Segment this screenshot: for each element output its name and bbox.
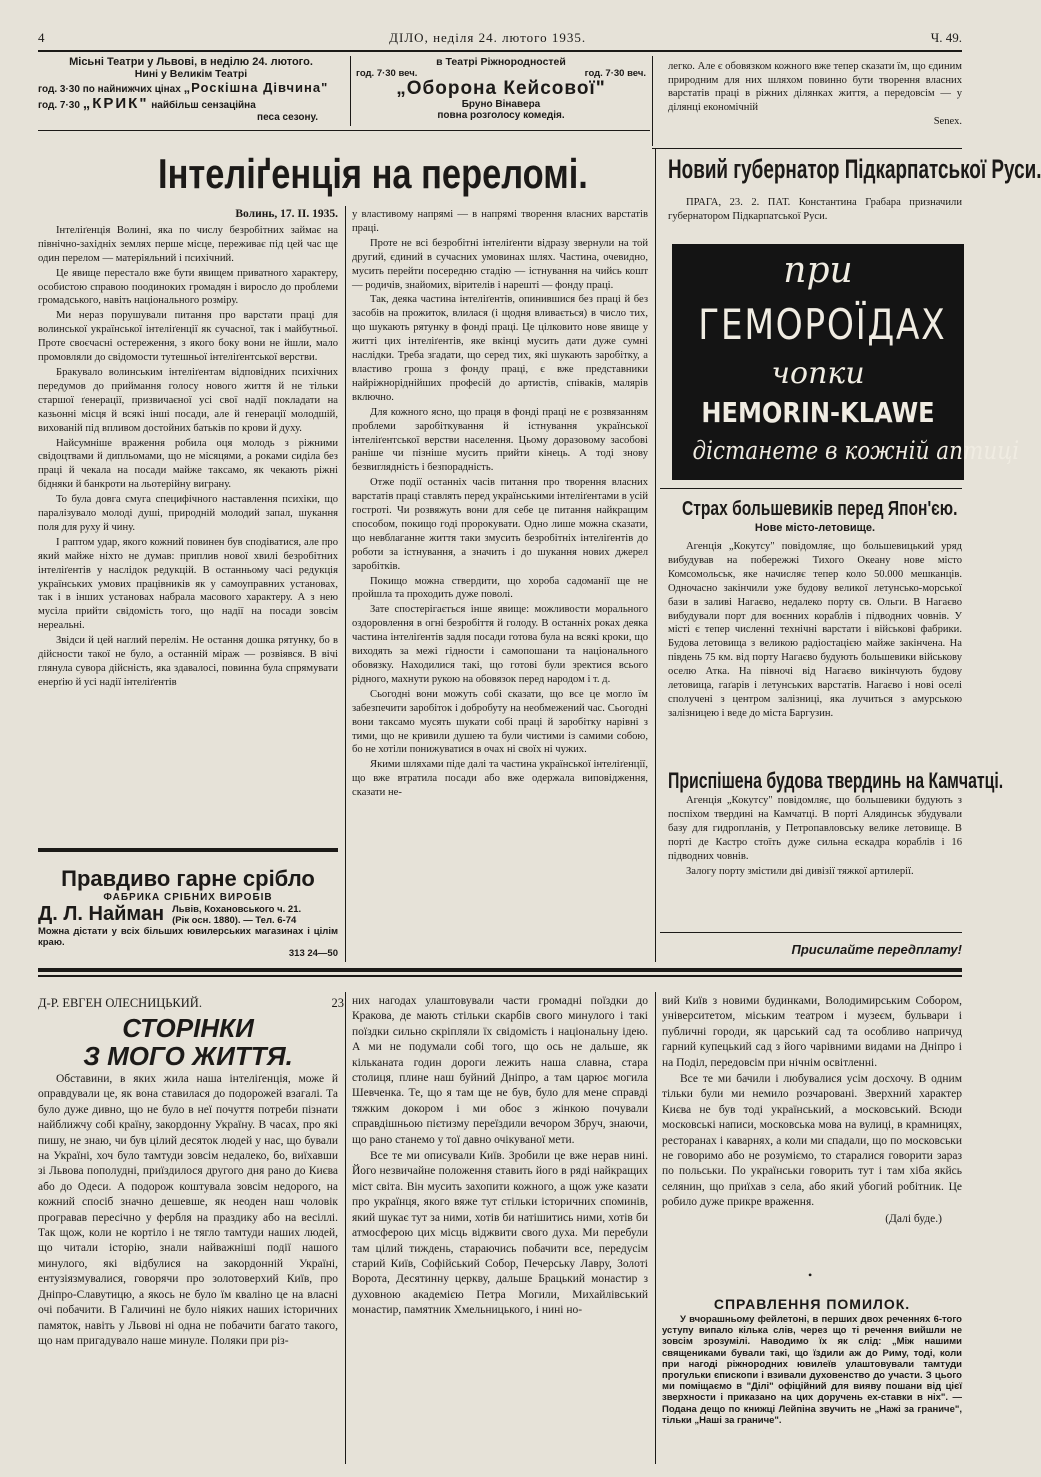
- section-rule: [660, 932, 962, 933]
- column-divider: [655, 992, 656, 1464]
- article-paragraph: Проте не всі безробітні інтеліґенти відразу звернули на той другий, єдиний в сучасних умовинах шлях. Частина, очевидно, мусить перейти посередню стадію — істнування на чийсь кошт — родичів, знайомих, вірителів і нарешті — фонду праці.: [352, 237, 648, 291]
- theater-venue: в Театрі Ріжнородностей: [436, 56, 566, 68]
- theater-ad-middle: [356, 56, 646, 126]
- governor-article: [668, 196, 962, 226]
- feuilleton-paragraph: вий Київ з новими будинками, Володимирським Собором, університетом, міським театром і музеєм, бульвари і публичні городи, як царський сад та особливо напричуд гарний купецький сад з його чарівними видами на Дніпро і на Поділ, передовсім при нічнім освітленні.: [662, 995, 962, 1069]
- show-time: год. 7·30 веч.: [584, 68, 646, 79]
- ad-rule: [38, 848, 338, 852]
- silver-ad-subtitle: ФАБРИКА СРІБНИХ ВИРОБІВ: [103, 892, 273, 903]
- section-rule: [660, 488, 962, 489]
- section-rule: [652, 148, 962, 149]
- header-rule: [38, 50, 962, 52]
- theater-ad-note: повна розголосу комедія.: [437, 110, 565, 121]
- corrections-paragraph: У вчорашньому фейлетоні, в перших двох реченнях 6-того уступу випало кілька слів, через що ті речення вийшли не зовсім зрозумілі. Наводимо їх як слід: „Між нашими священиками бували такі, що їздили аж до Риму, тоді, коли при нагоді ріжнородних ювилеїв улаштовували тамтуди прогульки єпископи і взивали духовенство до участи. З цього ми поміщаємо в "Ділі" офіційний для вияву пошани від цієї зверхности і приказано на цих доручень ех-ставки в ніх". — Подана дещо по книжці Лейпіна звучить не „Нажі за граничe", тільки „Наші за граничe".: [662, 1314, 962, 1426]
- japan-subtitle: Нове місто-летовище.: [754, 522, 876, 534]
- main-article-col1: [38, 208, 338, 844]
- play-title: „Оборона Кейсової": [396, 78, 606, 99]
- article-paragraph: Якими шляхами піде далі та частина української інтеліґенції, що вже втратила посади або вже одержала виповідження, сказати не-: [352, 759, 648, 799]
- article-text: Залогу порту змістили дві дивізії тяжкої артилерії.: [686, 865, 914, 877]
- article-paragraph: То була довга смуга специфічного наставлення психіки, що паралізувало молоді душі, природній молодий запал, шукання поля для руху й чину.: [38, 494, 338, 533]
- silver-ad: [38, 866, 338, 966]
- article-paragraph: Інтеліґенція Волині, яка по числу безробітних займає на північно-західніх землях перше місце, переживає під цей час ще один перелом — матеріяльний і психічний.: [38, 224, 338, 264]
- to-be-continued: (Далі буде.): [885, 1212, 942, 1225]
- theater-ad-note: по найнижчих цінах: [82, 84, 181, 95]
- feuilleton-paragraph: Обставини, в яких жила наша інтеліґенція, може й оправдували це, як вона ставилася до подорожей взагалі. Та було дуже дивно, що не було в неї почуття потреби пізнати найближчу собі країну, закордонну Україну. В часах, про які пишу, не знаю, чи був цілий десяток людей у нас, що бували на Україні, хоч було тамтуди зовсім недалеко, бо, виїхавши зі Львова пополудні, приїздилося другого дня рано до Києва або до Одеси. А подорож коштувала зовсім недорого, на кожний спосіб значно дешевше, як неоден наш чоловік програвав пересічно у фербля на праздику або на весіллі. Так щож, коли не кортіло і не тягло тамтуди наших людей, що читали історію, знали найважніші події нашого минулого, які відбулися на закордонній Україні, ентузіязмувалися, говорячи про золотоверхий Київ, про Дніпро-Славутицю, а якось не було їм кваліно це на власні очі побачити. В Галичині не було ніяких наших історичних памяток, навіть у Львові ні одна не побачити багато такого, що нам пригадувало наше минуле. Поляки при різ-: [38, 1073, 338, 1347]
- hemorin-ad-line: при: [783, 250, 853, 291]
- show-time: год. 7·30 веч.: [356, 68, 418, 79]
- feuilleton-col1: [38, 1072, 338, 1464]
- feuilleton-col3: [662, 994, 962, 1258]
- hemorin-ad: [672, 244, 1020, 480]
- main-headline: Інтеліґенція на переломі.: [158, 150, 588, 197]
- article-continuation: [668, 60, 962, 144]
- hemorin-ad-line: ГЕМОРОЇДАХ: [698, 300, 947, 349]
- silver-ad-note: Можна дістати у всіх більших ювилерських магазинах і цілім краю.: [38, 926, 338, 948]
- theater-ad-note: песа сезону.: [257, 112, 318, 123]
- silver-ad-company: Д. Л. Найман: [38, 903, 165, 925]
- silver-ad-address: (Рік осн. 1880). — Тел. 6-74: [172, 914, 297, 926]
- feuilleton-title-line: СТОРІНКИ: [122, 1013, 254, 1043]
- feuilleton-title: [38, 1014, 338, 1070]
- main-article-col2: [352, 208, 648, 960]
- theater-ad-line: Місьні Театри у Львові, в неділю 24. лютого.: [69, 56, 313, 68]
- section-rule: [38, 130, 650, 131]
- column-divider: [350, 56, 351, 126]
- theater-ad-left: [38, 56, 344, 122]
- article-paragraph: Сьогодні вони можуть собі сказати, що все це могло їм забезпечити заробіток і добробуту на необмежений час. Сьогодні вони такcамо мусять шукати собі праці й заробітку нарівні з тими, що не кривили душею та були чистими із самими собою, бо не хотіли понижуватися в очах ні своїх ні чужих.: [352, 688, 648, 756]
- subscribe-notice: Присилайте передплату!: [791, 942, 962, 957]
- article-text: легко. Але є обовязком кожного вже тепер сказати їм, що єдиним природним для них шляхом повинно бути творення власних варстатів праці в ріжних ділянках життя, а передовсім — у ділянці економічній: [668, 61, 962, 113]
- play-title: „КРИК": [82, 95, 149, 112]
- column-divider: [652, 56, 653, 146]
- column-divider: [345, 206, 346, 962]
- article-paragraph: Бракувало волинським інтеліґентам відповідних психічних передумов до приймання голосу нового життя й не тільки старшої ґенерації, призвичаєної усі свої надії покладати на казьонні місця й всякі інші посади, але й генерації молодшій, вихованій під впливом достойних батьків по крови й духу.: [38, 366, 338, 434]
- theater-ad-line: Нині у Великім Театрі: [134, 68, 248, 80]
- governor-headline: Новий губернатор Підкарпатської Руси.: [668, 154, 1041, 184]
- feuilleton-paragraph: Все те ми бачили і любувалися усім досхочу. В одним тільки були ми немило розчаровані. Зверхний характер Києва не був тоді український, а московський. Всюди московські написи, московська мова на вулиці, в крамницях, ресторанах і каварнях, а коли ми спадали, що по московськи не говоримо або не розуміємо, то старалися говорити зараз по польськи. По українськи говорить тут і там хіба якйсь селянин, що приїхав з села, або який убогий робітник. Це робило дуже прикре враження.: [662, 1073, 962, 1209]
- article-paragraph: Так, деяка частина інтеліґентів, опинившися без праці й без засобів на прожиток, влилася (і щодня вливається) в число тих, що шукають рятунку в фонді праці. Це цілковито нове явище у житті цих інтеліґентів, яке вкінці мусить дати дуже сумні наслідки. Треба згадати, що серед тих, які шукають заробітку, а властиво гроша з фонду праці, є вже представники найріжноріднійших професій до артистів, співаків, малярів включно.: [352, 294, 648, 403]
- feuilleton-col2: [352, 994, 648, 1464]
- masthead: ДІЛО, неділя 24. лютого 1935.: [389, 30, 587, 45]
- japan-headline: Страх большевиків перед Япон'єю.: [682, 498, 958, 520]
- article-text: ПРАГА, 23. 2. ПАТ. Константина Грабара призначили губернатором Підкарпатської Руси.: [668, 197, 962, 222]
- feuilleton-author: Д-Р. ЕВГЕН ОЛЕСНИЦЬКИЙ.: [38, 996, 202, 1010]
- article-paragraph: Зате спостерігається інше явище: можливости морального оздоровлення в огні безробіття й голоду. В останніх роках деяка частина інтеліґентів задля посади готова була на всякі кроки, що виходять за межі гідности і самопошани та національного обовязку. Находилися такі, що готові були зректися всього рідного, махнути рукою на обовязок перед народом і т. д.: [352, 604, 648, 685]
- play-title: „Роскішна Дівчина": [183, 80, 329, 95]
- theater-ad-note: найбільш сензаційна: [151, 100, 256, 111]
- kamchatka-article: [668, 794, 962, 926]
- show-time: год. 7·30: [38, 100, 80, 111]
- japan-article: [668, 540, 962, 766]
- play-author: Бруно Вінавера: [461, 99, 541, 110]
- article-text: Агенція „Кокутсу" повідомляє, що большевицький уряд вибудував на побережжі Тихого Океану нове місто Комсомольськ, яке начисляє тепер коло 50.000 мешканців. Одночасно закінчили уже будову великої летунсько-морської бази в заливі Нагаєво, недалеко порту св. Ольги. В Нагаєво вибудували порт для воєнних кораблів і підводних човнів. У місті є тепер численні технічні варстати і військові фабрики. Будова летовища з великою радіостацією майже закінчена. На південь 75 км. від порту Нагаєво будують большевики військову оселю Атка. На півночі від Нагаєво викінчують будову летовища, гаґарів і летунських варстатів. Нагаєво і нові оселі сполучені з центром залізниці, яка лучиться з амурською залізницею і веде до міста Баргузин.: [668, 541, 962, 719]
- article-paragraph: у властивому напрямі — в напрямі творення власних варстатів праці.: [352, 209, 648, 234]
- page-header: [38, 28, 962, 48]
- page-number: 4: [38, 30, 45, 45]
- column-divider: [655, 148, 656, 962]
- feuilleton-title-line: З МОГО ЖИТТЯ.: [83, 1041, 293, 1071]
- silver-ad-code: 313 24—50: [288, 948, 338, 959]
- show-time: год. 3·30: [38, 84, 80, 95]
- issue-number: Ч. 49.: [930, 30, 962, 45]
- hemorin-ad-line: чопки: [771, 356, 865, 391]
- feuilleton-number: 23: [331, 996, 344, 1010]
- feuilleton-byline: [38, 996, 344, 1012]
- kamchatka-headline: Приспішена будова твердинь на Камчатці.: [668, 768, 1004, 793]
- article-signature: Senex.: [933, 116, 962, 127]
- feuilleton-rule: [38, 975, 962, 977]
- article-paragraph: Ми нераз порушували питання про варстати праці для волинської української інтеліґенції як сучасної, так і майбутньої. Проте своєчасні остереження, з якого боку вони не йшли, мало промовляли до свідомости тутешньої інтеліґентської верстви.: [38, 310, 338, 364]
- corrections-text: [662, 1314, 962, 1464]
- corrections-title: СПРАВЛЕННЯ ПОМИЛОК.: [713, 1296, 911, 1312]
- article-paragraph: Найсумніше враження робила оця молодь з ріжними свідоцтвами й дипльомами, що не місяцями, а роками сиділа без праці й чекала на посади майже такcамо, як чекають ріжні бідняки й банкроти на льотерійну виграну.: [38, 437, 338, 491]
- feuilleton-rule: [38, 968, 962, 972]
- article-paragraph: Це явище перестало вже бути явищем приватного характеру, особистою справою поодиноких громадян і виросло до проблеми громадського, навіть національного розміру.: [38, 267, 338, 307]
- hemorin-ad-line: дістанете в кожній аптиці: [692, 436, 1020, 465]
- article-paragraph: Звідси й цей наглий перелім. Не остання дошка рятунку, бо в дійсности такої не було, а останній міраж — розвіявся. В вічі глянула сувора дійсність, яка здавалосі, повинна була спрямувати енерґію й усі надії інтеліґентів: [38, 635, 338, 688]
- article-paragraph: Покищо можна ствердити, що хороба садоманії ще не пройшла та проходить дуже поволі.: [352, 575, 648, 601]
- article-paragraph: Для кожного ясно, що праця в фонді праці не є розвязанням проблеми заробіткування й істнування української інтеліґентської верстви населення. Цьому доразовому засобові раніше чи пізніше мусить прийти кінець. А тоді знову безвиглядність і безпорадність.: [352, 406, 648, 474]
- separator-star: •: [808, 1268, 813, 1282]
- feuilleton-paragraph: Все те ми описували Київ. Зробили це вже нерав нині. Його незвичайне положення ставить його в ряді найкращих міст світа. Він мусить захопити кожного, а щож уже казати про українця, якого вяже тут стільки історичних споминів, який шукає тут за ними, хотів би натішитись ними, хотів би атмосферою цих місць віджвити свого духа. Ми перебули там цілий тиждень, стараючись побачити все, передусім старий Київ, Софійський Собор, Печерську Лавру, Золоті Ворота, Десятинну церкву, дальше Брацький монастир з духовною академією Петра Могили, Михайлівський монастир, памятник Хмельницького, і нині но-: [352, 1150, 648, 1317]
- column-divider: [345, 992, 346, 1464]
- article-paragraph: І раптом удар, якого кожний повинен був сподіватися, але про який майже ніхто не думав: приплив нової хвилі безробітних інтеліґентів у наслідок редукцій. В останньому часі редукція українських умових працівників як у самоуправних установах, так і в інших установах набрала масового характеру. А з нею мусіла прийти свідомість того, що надії на посади зовсім нереальні.: [38, 536, 338, 632]
- hemorin-ad-line: HEMORIN-KLAWE: [701, 396, 935, 429]
- article-paragraph: Отже події останніх часів питання про творення власних варстатів праці ставлять перед українськими інтеліґентами в усій гостроті. Чи розвяжуть вони для себе це питання найкращим способом, покищо годі пророкувати. Одно лише можна сказати, що невблаганне життя таки змусить безробітніх інтеліґентів до роботи за істнування, а значить і до шукання нових джерел заробітків.: [352, 477, 648, 572]
- article-text: Агенція „Кокутсу" повідомляє, що большевики будують з поспіхом твердині на Камчатці. В порті Алядинськ збудували базу для гидропланів, у Петропавловську велике летовище. В порті де Кастро стоїть дуже сильна ескадра кораблів і 16 підводних човнів.: [668, 795, 962, 862]
- silver-ad-address: Львів, Кохановського ч. 21.: [172, 903, 302, 915]
- silver-ad-title: Правдиво гарне срібло: [61, 866, 315, 891]
- feuilleton-paragraph: них нагодах улаштовували части громадні поїздки до Кракова, де мають стільки скарбів свого минулого і такі поїздки сильно скріпляли їх свідомість і національну ідею. А ми не подумали собі того, що ось не дальше, як кільканата годин дороги лежить наша славна, стара столиця, плине наш буйний Дніпро, а там царює могила Шевченка. Те, що я там ще не був, було для мене справді тяжким докором і ми обоє з жінкою почували справдішньою пієтизму переїздили вечором Збруч, знаючи, що рано станемо у тої давно очікуваної мети.: [352, 995, 648, 1146]
- article-dateline: Волинь, 17. ІІ. 1935.: [235, 208, 338, 220]
